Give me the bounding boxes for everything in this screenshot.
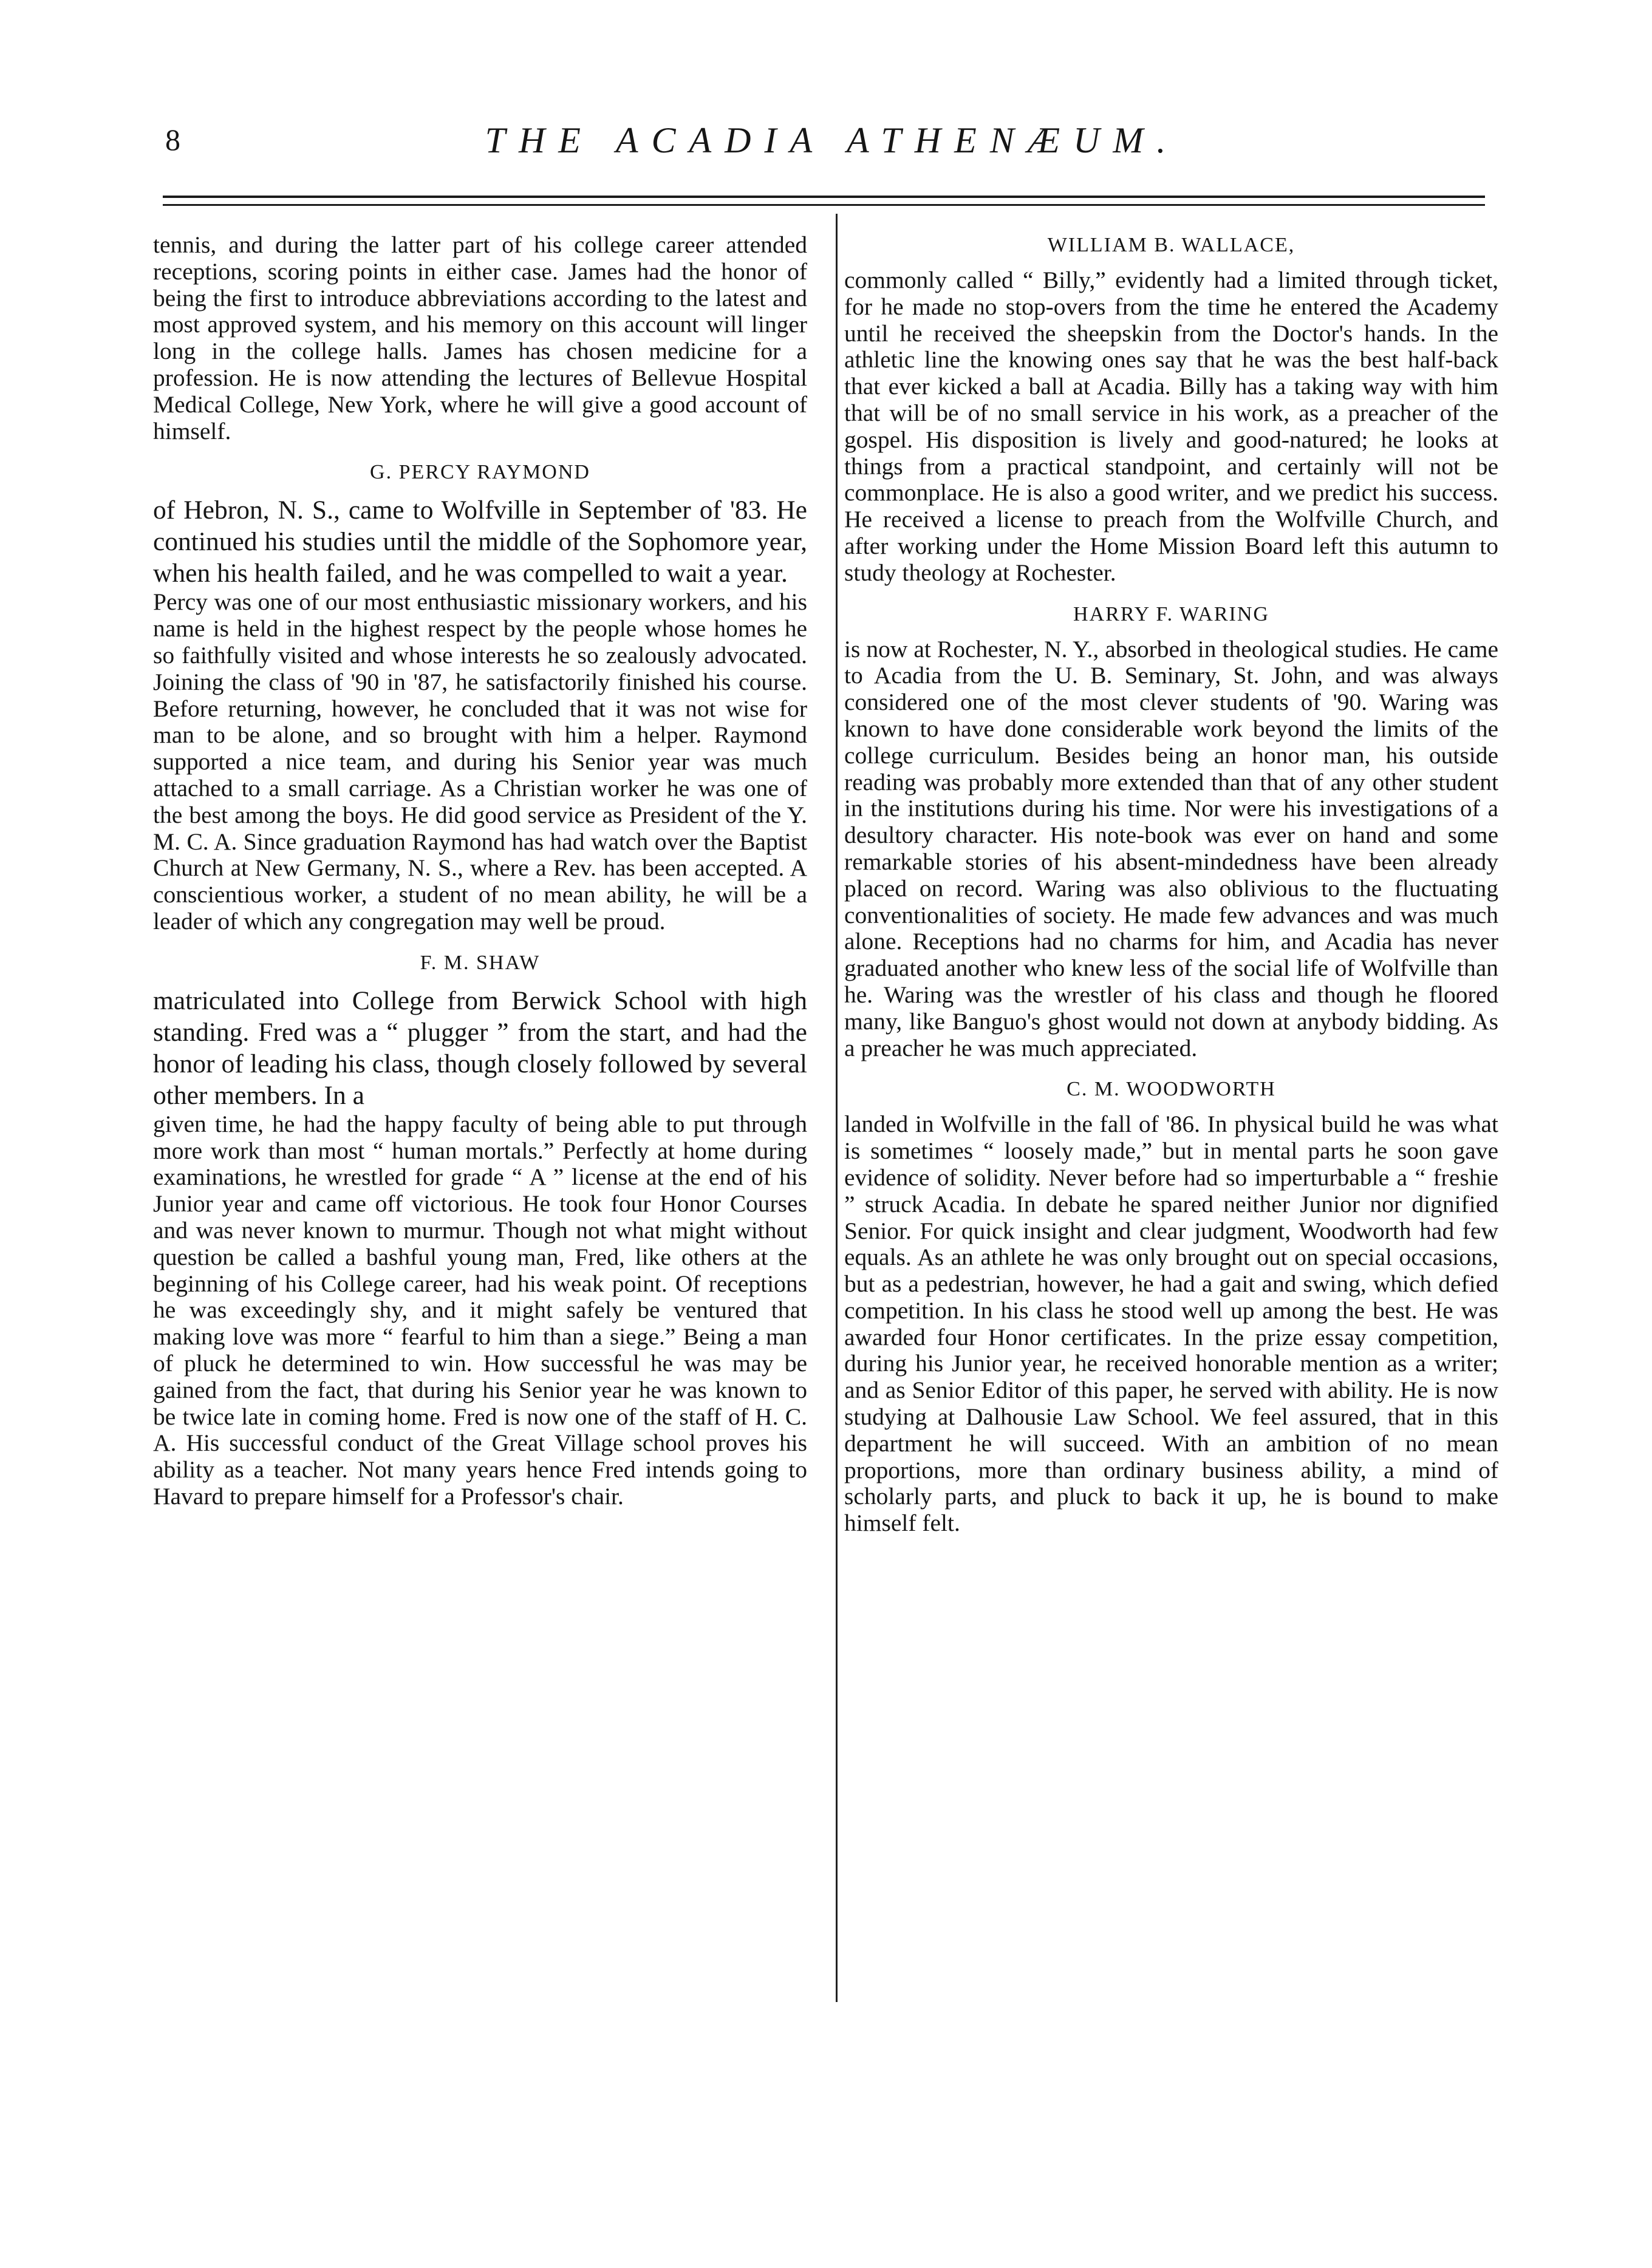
heading-shaw: F. M. SHAW <box>420 951 541 974</box>
heading-waring: HARRY F. WARING <box>1073 602 1269 625</box>
paragraph-raymond-body: Percy was one of our most enthusiastic missionary workers, and his name is held in the highest respect by the people whose homes he so faithfully visited and whose interests he so zealously advocated. Joining the class of '90 in '87, he satisfactorily finished his course. Before returning, however, he concluded that it was not wise for man to be alone, and so brought with him a helper. Raymond supported a nice team, and during his Senior year was much attached to a small carriage. As a Christian worker he was one of the best among the boys. He did good service as President of the Y. M. C. A. Since graduation Raymond has had watch over the Baptist Church at New Germany, N. S., where a Rev. has been accepted. A conscientious worker, a student of no mean ability, he will be a leader of which any congregation may well be proud. <box>153 588 807 935</box>
column-divider <box>836 214 838 2002</box>
paragraph-woodworth: landed in Wolfville in the fall of '86. In physical build he was what is sometimes “ loosely made,” but in mental parts he soon gave evidence of solidity. Never before had so imperturbable a “ freshie ” struck Acadia. In debate he spared neither Junior nor dignified Senior. For quick insight and clear judgment, Woodworth had few equals. As an athlete he was only brought out on special occasions, but as a pedestrian, however, he had a gait and swing, which defied competition. In his class he stood well up among the best. He was awarded four Honor certificates. In the prize essay competition, during his Junior year, he received honorable mention as a writer; and as Senior Editor of this paper, he served with ability. He is now studying at Dalhousie Law School. We feel assured, that in this department he will succeed. With an ambition of no mean proportions, more than ordinary business ability, a mind of scholarly parts, and pluck to back it up, he is bound to make himself felt. <box>844 1111 1498 1537</box>
paragraph-wallace: commonly called “ Billy,” evidently had a limited through ticket, for he made no stop-overs from the time he entered the Academy until he received the sheepskin from the Doctor's hands. In the athletic line the knowing ones say that he was the best half-back that ever kicked a ball at Acadia. Billy has a taking way with him that will be of no small service in his work, as a preacher of the gospel. His disposition is lively and good-natured; he looks at things from a practical standpoint, and certainly will not be commonplace. He is also a good writer, and we predict his success. He received a license to preach from the Wolfville Church, and after working under the Home Mission Board left this autumn to study theology at Rochester. <box>844 267 1498 586</box>
right-column <box>844 232 1498 1537</box>
page-number: 8 <box>165 123 180 157</box>
masthead-title: THE ACADIA ATHENÆUM. <box>485 120 1179 160</box>
header-rule-top <box>163 196 1485 198</box>
heading-woodworth: C. M. WOODWORTH <box>1067 1078 1276 1101</box>
paragraph-shaw-body: given time, he had the happy faculty of being able to put through more work than most “ human mortals.” Perfectly at home during examinations, he wrestled for grade “ A ” license at the end of his Junior year and came off victorious. He took four Honor Courses and was never known to murmur. Though not what might without question be called a bashful young man, Fred, like others at the beginning of his College career, had his weak point. Of receptions he was exceedingly shy, and it might safely be ventured that making love was more “ fearful to him than a siege.” Being a man of pluck he determined to win. How successful he was may be gained from the fact, that during his Senior year he was known to be twice late in coming home. Fred is now one of the staff of H. C. A. His successful conduct of the Great Village school proves his ability as a teacher. Not many years hence Fred intends going to Havard to prepare himself for a Professor's chair. <box>153 1110 807 1510</box>
paragraph-shaw-lead: matriculated into College from Berwick School with high standing. Fred was a “ plugger ” from the start, and had the honor of leading his class, though closely followed by several other members. In a <box>153 986 807 1110</box>
paragraph-raymond-lead: of Hebron, N. S., came to Wolfville in September of '83. He continued his studies until the middle of the Sophomore year, when his health failed, and he was compelled to wait a year. <box>153 495 807 588</box>
left-column <box>153 232 807 1510</box>
heading-raymond: G. PERCY RAYMOND <box>370 461 590 484</box>
paragraph-intro: tennis, and during the latter part of his college career attended receptions, scoring points in either case. James had the honor of being the first to introduce abbreviations according to the latest and most approved system, and his memory on this account will linger long in the college halls. James has chosen medicine for a profession. He is now attending the lectures of Bellevue Hospital Medical College, New York, where he will give a good account of himself. <box>153 231 807 444</box>
header-rule-bottom <box>163 204 1485 206</box>
paragraph-waring: is now at Rochester, N. Y., absorbed in theological studies. He came to Acadia from the U. B. Seminary, St. John, and was always considered one of the most clever students of '90. Waring was known to have done considerable work beyond the limits of the college curriculum. Besides being an honor man, his outside reading was probably more extended than that of any other student in the institutions during his time. Nor were his investigations of a desultory character. His note-book was ever on hand and some remarkable stories of his absent-mindedness have been already placed on record. Waring was also oblivious to the fluctuating conventionalities of society. He made few advances and was much alone. Receptions had no charms for him, and Acadia has never graduated another who knew less of the social life of Wolfville than he. Waring was the wrestler of his class and though he floored many, like Banguo's ghost would not down at anybody bidding. As a preacher he was much appreciated. <box>844 635 1498 1061</box>
heading-wallace: WILLIAM B. WALLACE, <box>1047 234 1295 256</box>
